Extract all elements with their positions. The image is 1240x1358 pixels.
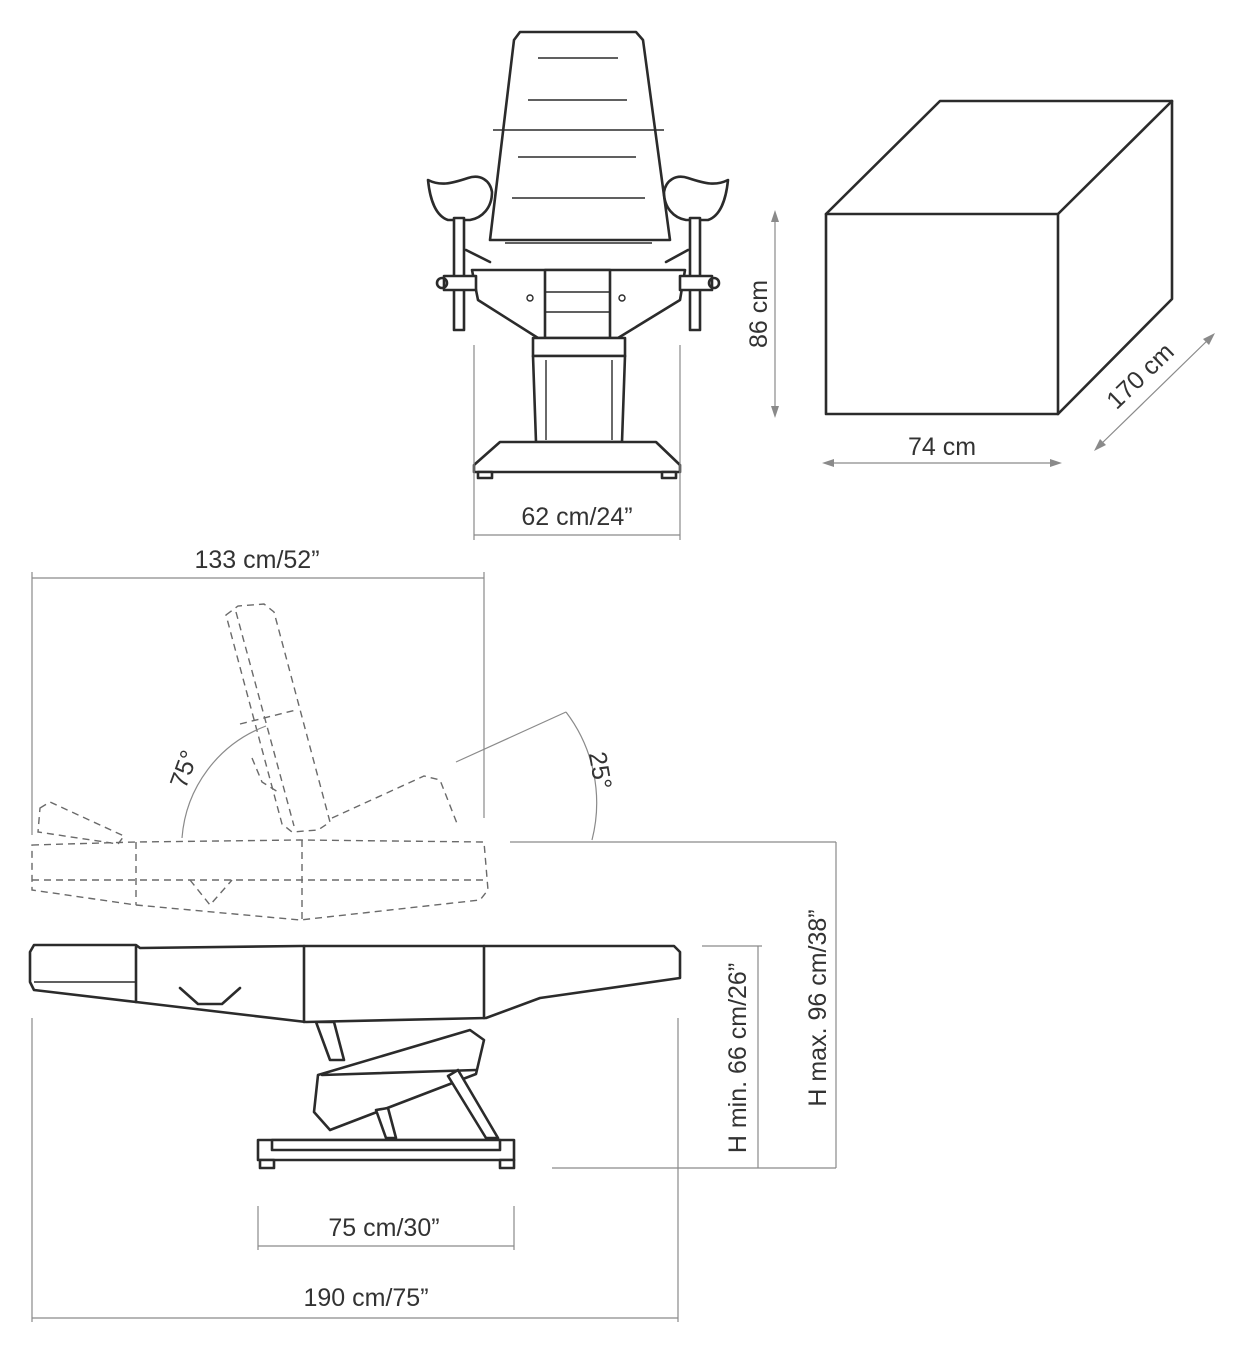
upper-width-dimension [32,546,484,835]
package-height-label: 86 cm [745,279,773,349]
legrest-angle-indicator [456,712,836,842]
reclined-position-outline [32,604,488,920]
package-box [826,101,1172,414]
front-width-label: 62 cm/24” [521,503,633,531]
upper-width-label: 133 cm/52” [194,546,320,574]
h-min-label: H min. 66 cm/26” [724,962,752,1154]
base-width-dimension [258,1206,514,1250]
package-depth-label: 170 cm [1101,337,1180,415]
legrest-angle-label: 25° [582,749,617,792]
backrest-angle-indicator [165,726,266,838]
backrest-angle-label: 75° [164,746,205,792]
h-max-dimension [804,842,836,1168]
h-max-label: H max. 96 cm/38” [804,909,832,1107]
package-width-dimension [822,433,1062,467]
base-width-label: 75 cm/30” [328,1214,440,1242]
front-view-chair [428,32,728,478]
package-height-dimension [745,210,779,418]
total-length-label: 190 cm/75” [303,1284,429,1312]
side-view-chair [30,945,680,1168]
package-width-label: 74 cm [907,433,977,461]
